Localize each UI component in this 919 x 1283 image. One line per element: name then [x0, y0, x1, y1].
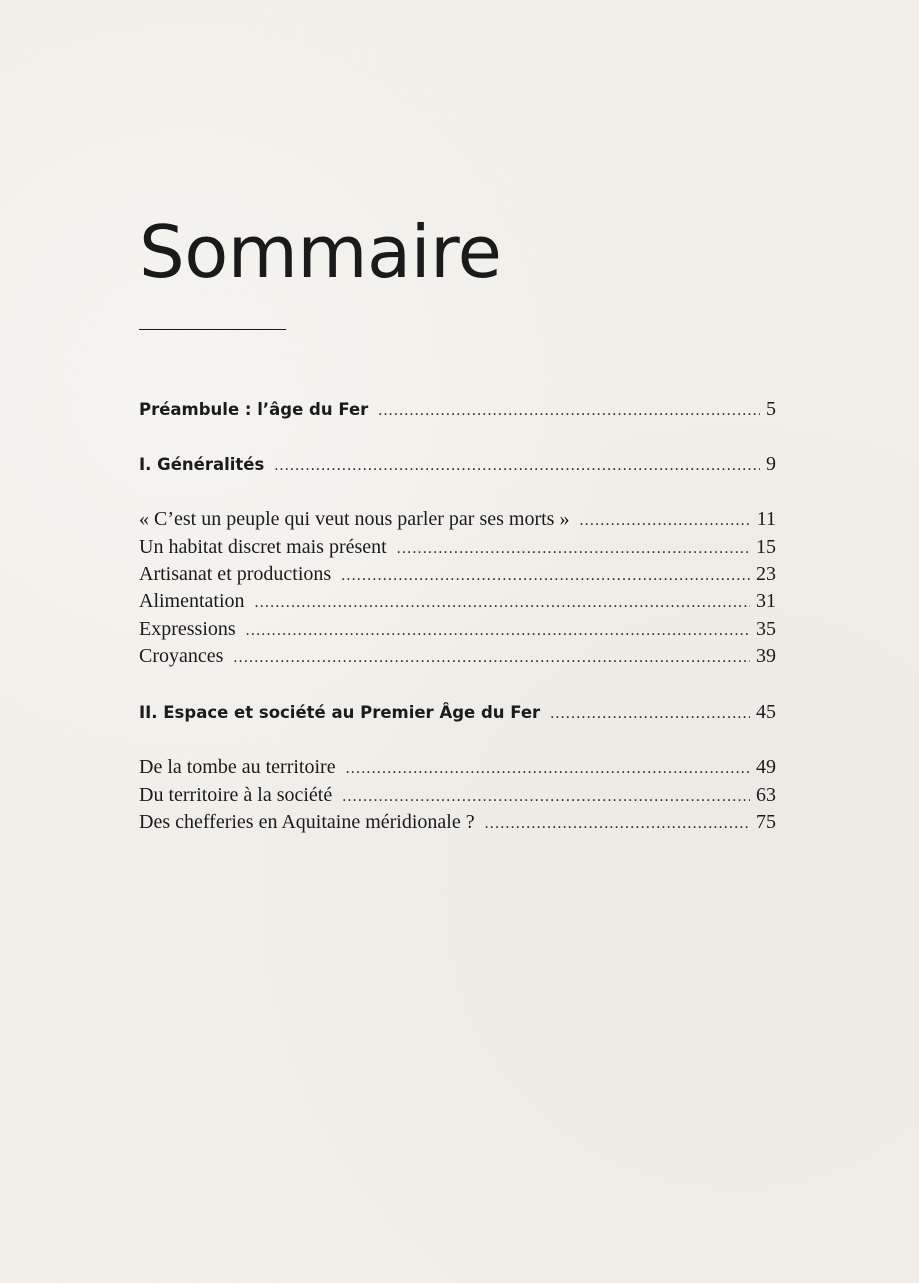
- toc-label: De la tombe au territoire: [139, 756, 336, 778]
- toc-label: Un habitat discret mais présent: [139, 536, 387, 558]
- toc-page-number: 63: [756, 784, 776, 806]
- table-of-contents: [139, 0, 776, 1283]
- toc-page-number: 75: [756, 811, 776, 833]
- dot-leader: [342, 784, 750, 810]
- dot-leader: [233, 645, 750, 671]
- toc-label: I. Généralités: [139, 455, 265, 474]
- toc-label: Croyances: [139, 645, 224, 667]
- toc-entry: [139, 616, 776, 644]
- toc-heading-espace-societe: [139, 699, 776, 727]
- toc-heading-generalites: [139, 451, 776, 479]
- page-title: Sommaire: [139, 210, 502, 294]
- dot-leader: [579, 508, 750, 534]
- dot-leader: [274, 453, 760, 479]
- toc-entry: [139, 782, 776, 810]
- toc-page-number: 15: [756, 536, 776, 558]
- toc-entry: [139, 506, 776, 534]
- toc-entry: [139, 561, 776, 589]
- toc-label: Alimentation: [139, 590, 245, 612]
- toc-label: Du territoire à la société: [139, 784, 333, 806]
- toc-entry: [139, 809, 776, 837]
- toc-heading-preambule: [139, 396, 776, 424]
- dot-leader: [550, 701, 750, 727]
- dot-leader: [346, 756, 750, 782]
- toc-page-number: 39: [756, 645, 776, 667]
- toc-page-number: 23: [756, 563, 776, 585]
- toc-entry: [139, 643, 776, 671]
- toc-label: Préambule : l’âge du Fer: [139, 400, 369, 419]
- dot-leader: [485, 811, 750, 837]
- toc-label: Expressions: [139, 618, 236, 640]
- toc-label: Des chefferies en Aquitaine méridionale ?: [139, 811, 475, 833]
- toc-label: « C’est un peuple qui veut nous parler par ses morts »: [139, 508, 570, 530]
- toc-page-number: 49: [756, 756, 776, 778]
- dot-leader: [378, 398, 760, 424]
- dot-leader: [255, 590, 750, 616]
- toc-entry: [139, 534, 776, 562]
- toc-label: II. Espace et société au Premier Âge du Fer: [139, 703, 541, 722]
- toc-page-number: 5: [766, 398, 776, 420]
- toc-page-number: 31: [756, 590, 776, 612]
- toc-entry: [139, 588, 776, 616]
- dot-leader: [341, 563, 750, 589]
- dot-leader: [246, 618, 750, 644]
- toc-page-number: 11: [756, 508, 776, 530]
- toc-page-number: 9: [766, 453, 776, 475]
- toc-label: Artisanat et productions: [139, 563, 332, 585]
- toc-page-number: 35: [756, 618, 776, 640]
- toc-page-number: 45: [756, 701, 776, 723]
- toc-entry: [139, 754, 776, 782]
- dot-leader: [397, 536, 750, 562]
